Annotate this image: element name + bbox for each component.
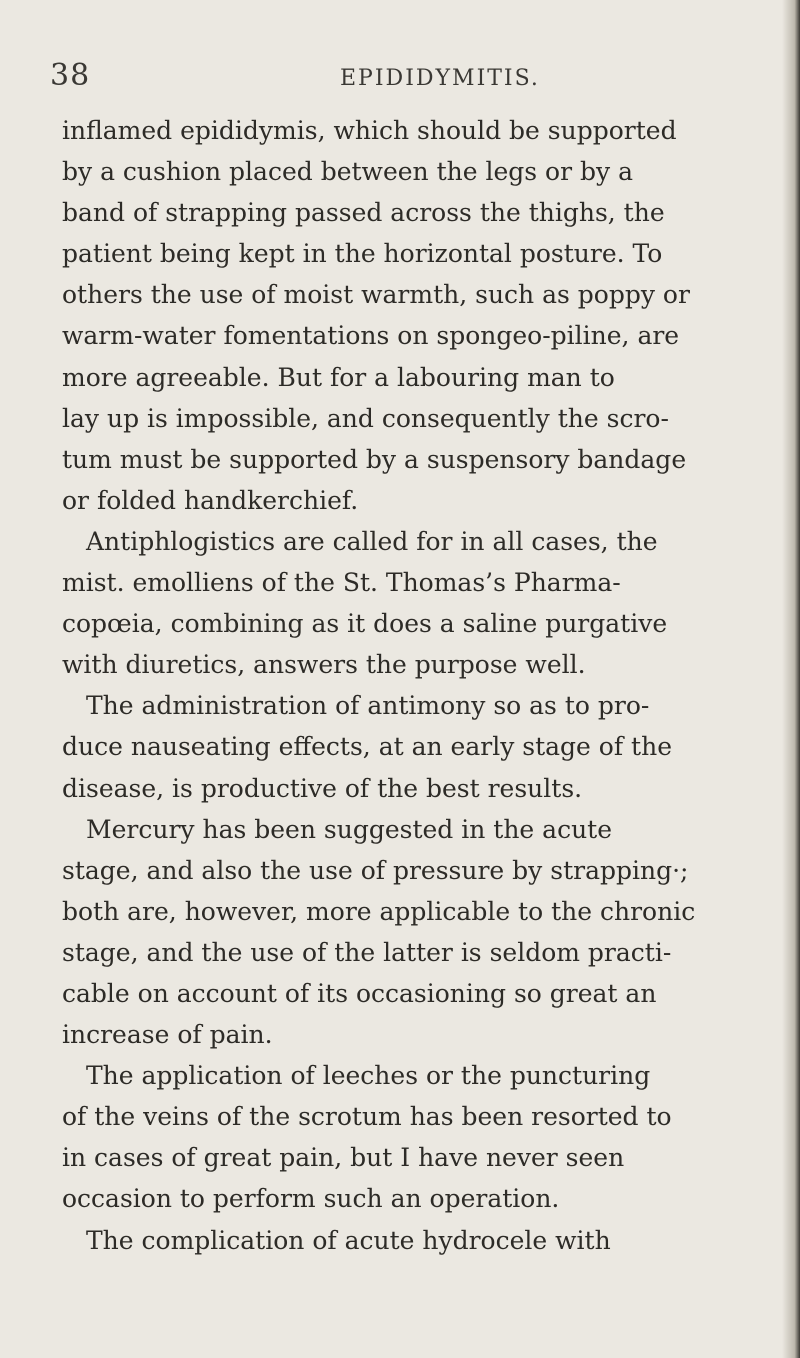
text-line: increase of pain. bbox=[62, 1020, 273, 1050]
page-edge-shadow bbox=[782, 0, 800, 1358]
paragraph-start-line: The complication of acute hydrocele with bbox=[86, 1225, 611, 1255]
text-line: cable on account of its occasioning so great an bbox=[62, 978, 657, 1008]
text-line: stage, and the use of the latter is seldom practi- bbox=[62, 937, 672, 967]
text-line: both are, however, more applicable to the chronic bbox=[62, 896, 696, 926]
text-line: warm-water fomentations on spongeo-piline, are bbox=[62, 321, 680, 351]
text-line: stage, and also the use of pressure by strapping·; bbox=[62, 855, 689, 885]
page-number: 38 bbox=[50, 58, 91, 93]
text-line: lay up is impossible, and consequently the scro- bbox=[62, 403, 669, 433]
text-line: others the use of moist warmth, such as poppy or bbox=[62, 280, 690, 310]
text-line: or folded handkerchief. bbox=[62, 485, 359, 515]
paragraph-start-line: Antiphlogistics are called for in all cases, the bbox=[86, 526, 658, 556]
text-line: inflamed epididymis, which should be supported bbox=[62, 116, 677, 145]
text-line: tum must be supported by a suspensory bandage bbox=[62, 444, 687, 474]
text-line: copœia, combining as it does a saline purgative bbox=[62, 609, 668, 639]
text-line: of the veins of the scrotum has been resorted to bbox=[62, 1102, 672, 1132]
text-line: with diuretics, answers the purpose well. bbox=[62, 650, 586, 680]
text-line: duce nauseating effects, at an early stage of the bbox=[62, 732, 672, 762]
text-line: occasion to perform such an operation. bbox=[62, 1184, 560, 1214]
text-line: mist. emolliens of the St. Thomas’s Pharma- bbox=[62, 568, 621, 598]
running-title: EPIDIDYMITIS. bbox=[340, 66, 540, 91]
body-text bbox=[62, 110, 782, 1261]
text-line: in cases of great pain, but I have never seen bbox=[62, 1143, 625, 1173]
text-line: by a cushion placed between the legs or by a bbox=[62, 157, 633, 187]
text-line: disease, is productive of the best results. bbox=[62, 773, 583, 803]
text-line: more agreeable. But for a labouring man to bbox=[62, 362, 615, 392]
paragraph-start-line: The application of leeches or the puncturing bbox=[86, 1061, 651, 1091]
text-line: patient being kept in the horizontal posture. To bbox=[62, 239, 663, 269]
paragraph-start-line: Mercury has been suggested in the acute bbox=[86, 814, 613, 844]
paragraph-start-line: The administration of antimony so as to pro- bbox=[86, 691, 650, 721]
text-line: band of strapping passed across the thighs, the bbox=[62, 198, 665, 228]
